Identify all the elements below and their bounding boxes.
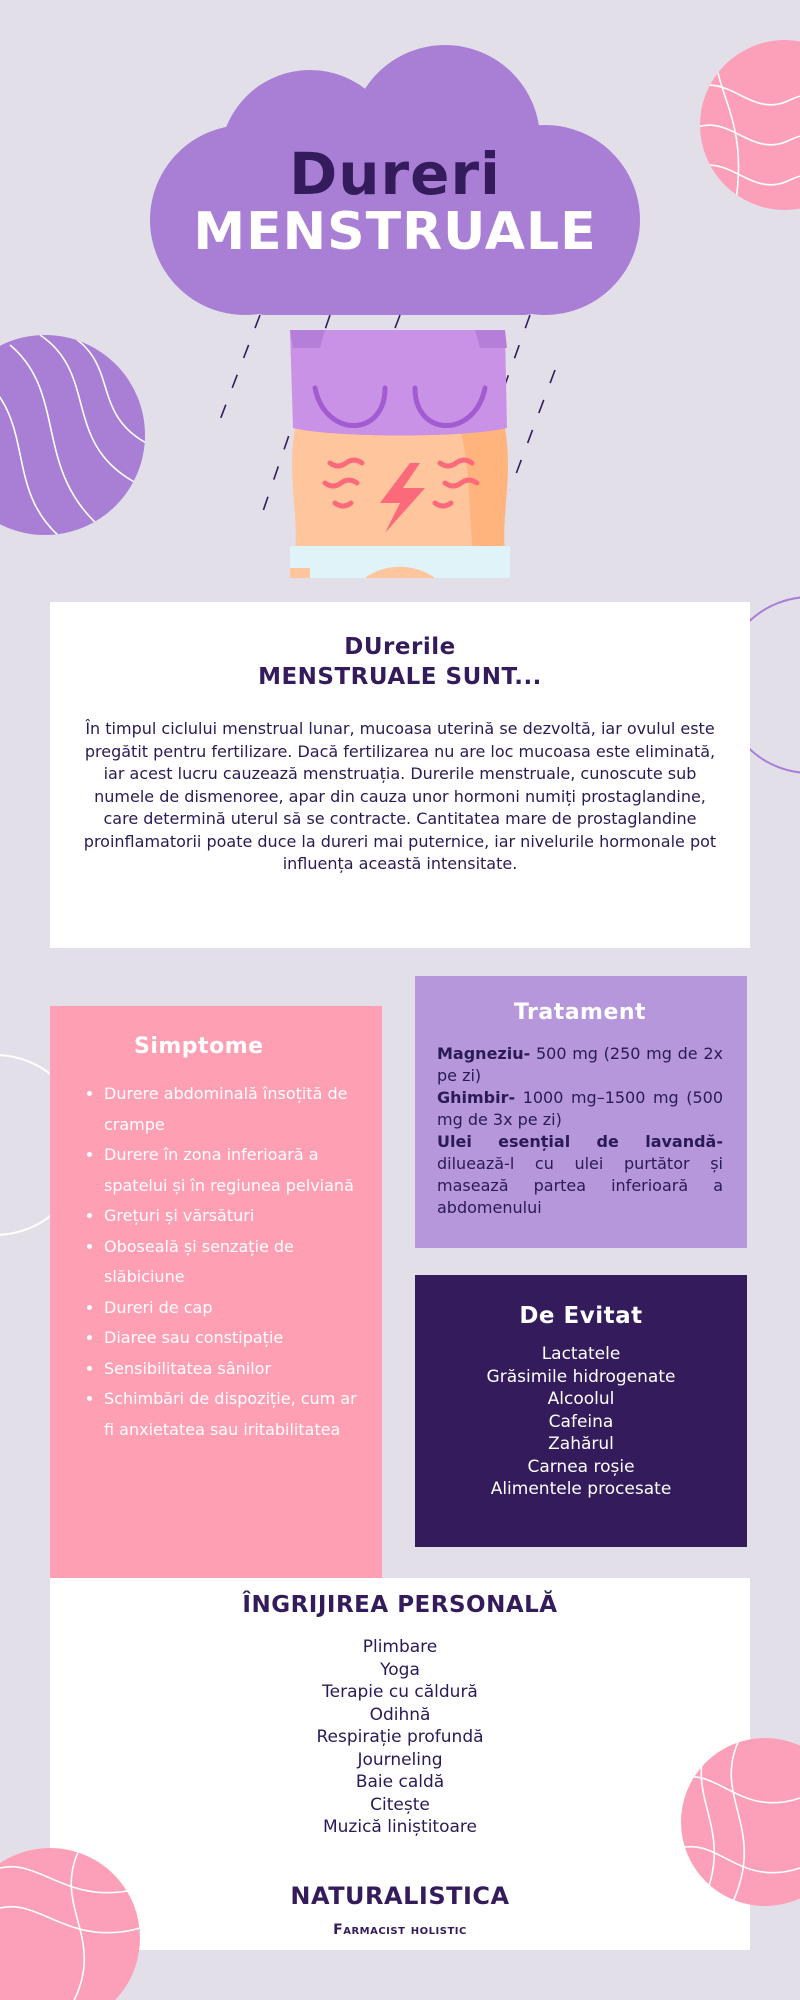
- selfcare-list: [70, 1636, 730, 1839]
- list-item: • Sensibilitatea sânilor: [104, 1354, 358, 1385]
- page-title: [135, 140, 655, 262]
- selfcare-title: ÎNGRIJIREA PERSONALĂ: [242, 1592, 558, 1618]
- intro-card: [50, 602, 750, 948]
- list-item: Muzică liniștitoare: [322, 1817, 477, 1837]
- list-item: • Durere abdominală însoțită de crampe: [104, 1079, 358, 1140]
- list-item: Journeling: [357, 1749, 443, 1770]
- list-item: Lactatele: [541, 1344, 621, 1364]
- treatment-detail: 500 mg (250 mg de 2x pe zi): [437, 1044, 723, 1085]
- treatment-item-lavender: [437, 1131, 723, 1219]
- list-item: Grăsimile hidrogenate: [486, 1366, 676, 1387]
- list-item: • Grețuri și vărsături: [104, 1201, 358, 1232]
- list-item: Alimentele procesate: [490, 1479, 672, 1499]
- treatment-detail: 1000 mg–1500 mg (500 mg de 3x pe zi): [437, 1088, 723, 1129]
- intro-heading-line-2: MENSTRUALE SUNT...: [258, 664, 542, 690]
- treatment-detail: diluează-l cu ulei purtător și masează partea inferioară a abdomenului: [437, 1154, 723, 1217]
- intro-heading-line-1: DUrerile: [344, 634, 456, 660]
- avoid-list: [431, 1343, 731, 1501]
- symptoms-card: [50, 1006, 382, 1578]
- list-item: • Oboseală și senzație de slăbiciune: [104, 1232, 358, 1293]
- footer-brand: NATURALISTICA: [290, 1882, 510, 1910]
- list-item: Cafeina: [548, 1411, 614, 1432]
- list-item: • Schimbări de dispoziție, cum ar fi anxietatea sau iritabilitatea: [104, 1384, 358, 1445]
- footer-tagline: Farmacist holistic: [333, 1922, 467, 1938]
- list-item: Respirație profundă: [316, 1727, 484, 1747]
- list-item: • Durere în zona inferioară a spatelui și în regiunea pelviană: [104, 1140, 358, 1201]
- list-item: • Dureri de cap: [104, 1293, 358, 1324]
- treatment-item-magnesium: [437, 1043, 723, 1087]
- treatment-title: Tratament: [513, 1000, 647, 1025]
- symptoms-list: [74, 1079, 358, 1445]
- intro-body: În timpul ciclului menstrual lunar, mucoasa uterină se dezvoltă, iar ovulul este pregătit pentru fertilizare. Dacă fertilizarea nu are loc mucoasa este eliminată, iar acest lucru cauzează menstruația. Durerile menstruale, cunoscute sub numele de dismenoree, apar din cauza unor hormoni numiți prostaglandine, care determină uterul să se contracte. Cantitatea mare de prostaglandine proinflamatorii poate duce la dureri mai puternice, iar nivelurile hormonale pot influența această intensitate.: [83, 719, 717, 873]
- list-item: Odihnă: [369, 1704, 431, 1725]
- list-item: • Diaree sau constipație: [104, 1323, 358, 1354]
- decor-circle-left-purple: [0, 335, 150, 535]
- list-item: Carnea roșie: [527, 1456, 635, 1477]
- list-item: Citește: [370, 1794, 430, 1815]
- avoid-title: De Evitat: [519, 1303, 643, 1329]
- title-line-2: MENSTRUALE: [193, 202, 597, 262]
- avoid-card: [415, 1275, 747, 1547]
- intro-heading: [78, 632, 722, 692]
- treatment-name: Ulei esențial de lavandă-: [437, 1132, 723, 1151]
- title-line-1: Dureri: [289, 140, 501, 208]
- list-item: Alcoolul: [547, 1389, 615, 1409]
- treatment-card: [415, 976, 747, 1248]
- list-item: Yoga: [380, 1659, 420, 1680]
- list-item: Baie caldă: [355, 1772, 445, 1792]
- list-item: Zahărul: [548, 1434, 614, 1454]
- list-item: Plimbare: [362, 1637, 438, 1657]
- decor-circle-top-right: [700, 30, 800, 230]
- symptoms-title: Simptome: [134, 1034, 264, 1059]
- treatment-name: Ghimbir-: [437, 1088, 516, 1107]
- treatment-list: [437, 1043, 723, 1219]
- treatment-name: Magneziu-: [437, 1044, 531, 1063]
- list-item: Terapie cu căldură: [322, 1682, 478, 1702]
- torso-illustration: [285, 328, 515, 578]
- treatment-item-ginger: [437, 1087, 723, 1131]
